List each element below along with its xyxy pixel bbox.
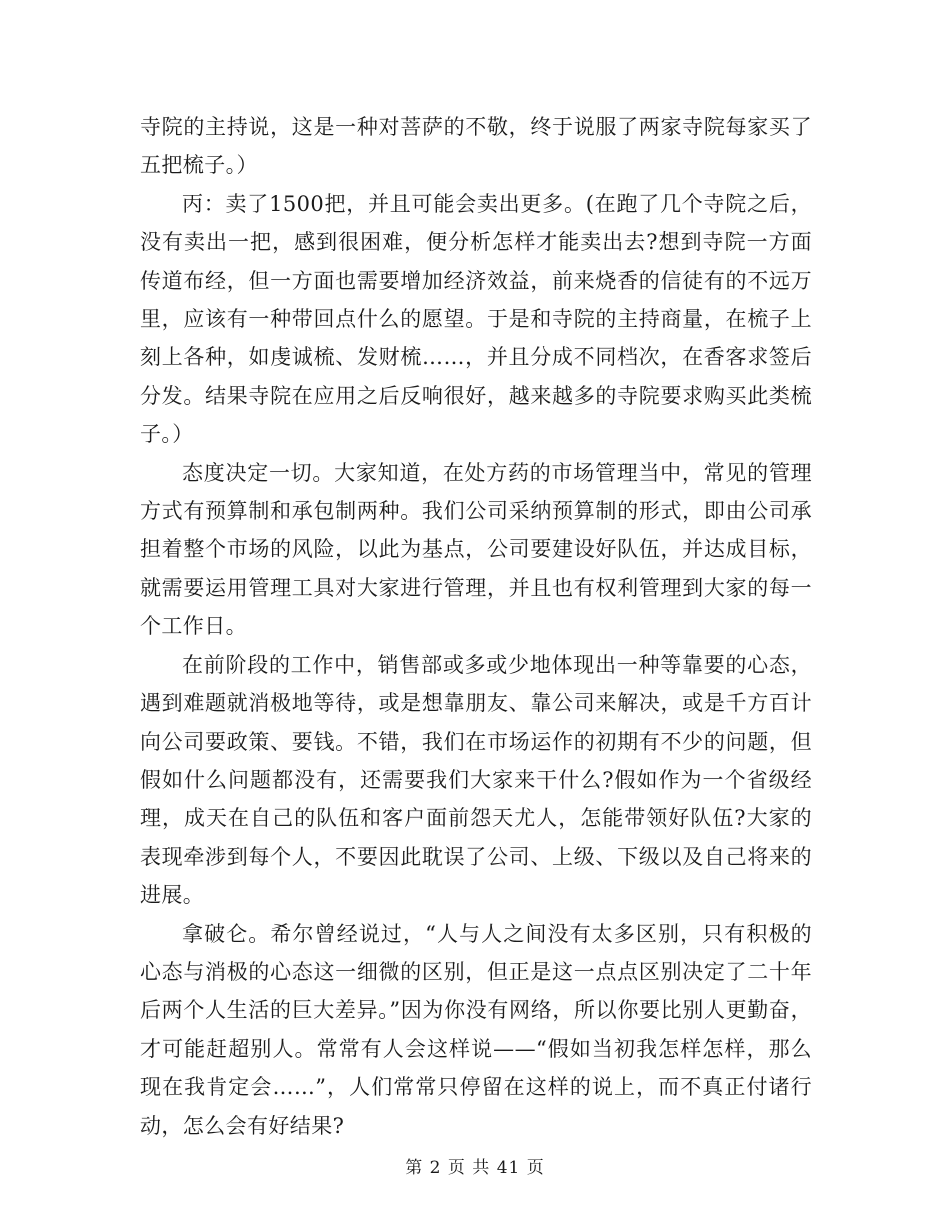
footer-total-pages: 41 — [496, 1158, 521, 1178]
footer-middle: 页 共 — [447, 1158, 491, 1178]
document-body — [140, 108, 812, 1145]
paragraph-bing: 丙：卖了1500把，并且可能会卖出更多。(在跑了几个寺院之后，没有卖出一把，感到很困难，便分析怎样才能卖出去?想到寺院一方面传道布经，但一方面也需要增加经济效益，前来烧香的信徒有的不远万里，应该有一种带回点什么的愿望。于是和寺院的主持商量，在梳子上刻上各种，如虔诚梳、发财梳……，并且分成不同档次，在香客求签后分发。结果寺院在应用之后反响很好，越来越多的寺院要求购买此类梳子。） — [140, 191, 812, 447]
paragraph-continuation: 寺院的主持说，这是一种对菩萨的不敬，终于说服了两家寺院每家买了五把梳子。） — [140, 115, 812, 178]
footer-prefix: 第 — [405, 1158, 424, 1178]
footer-page-number: 2 — [429, 1158, 442, 1178]
paragraph-attitude: 态度决定一切。大家知道，在处方药的市场管理当中，常见的管理方式有预算制和承包制两种。我们公司采纳预算制的形式，即由公司承担着整个市场的风险，以此为基点，公司要建设好队伍，并达成目标，就需要运用管理工具对大家进行管理，并且也有权利管理到大家的每一个工作日。 — [140, 460, 812, 639]
page-footer — [0, 1153, 950, 1178]
footer-suffix: 页 — [526, 1158, 545, 1178]
paragraph-previous-stage: 在前阶段的工作中，销售部或多或少地体现出一种等靠要的心态，遇到难题就消极地等待，或是想靠朋友、靠公司来解决，或是千方百计向公司要政策、要钱。不错，我们在市场运作的初期有不少的问题，但假如什么问题都没有，还需要我们大家来干什么?假如作为一个省级经理，成天在自己的队伍和客户面前怨天尤人，怎能带领好队伍?大家的表现牵涉到每个人，不要因此耽误了公司、上级、下级以及自己将来的进展。 — [140, 652, 812, 908]
paragraph-napoleon-hill: 拿破仑。希尔曾经说过，“人与人之间没有太多区别，只有积极的心态与消极的心态这一细微的区别，但正是这一点点区别决定了二十年后两个人生活的巨大差异。”因为你没有网络，所以你要比别人更勤奋，才可能赶超别人。常常有人会这样说——“假如当初我怎样怎样，那么现在我肯定会……”，人们常常只停留在这样的说上，而不真正付诸行动，怎么会有好结果? — [140, 921, 812, 1138]
